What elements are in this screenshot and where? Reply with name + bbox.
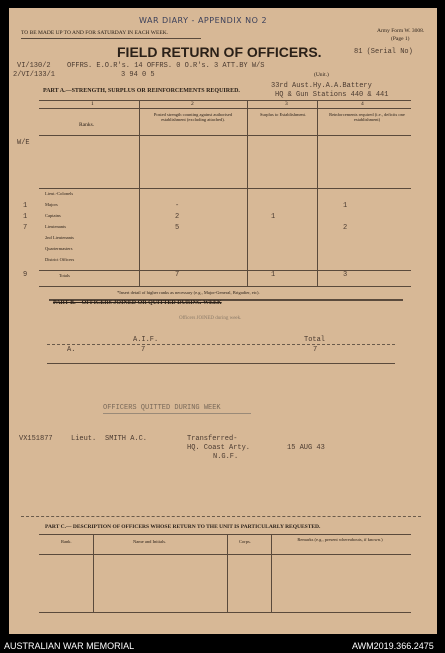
- rank-lieutenants: Lieutenants: [45, 224, 66, 229]
- page-title: FIELD RETURN OF OFFICERS.: [117, 44, 322, 60]
- left-code-1: VI/130/2: [17, 62, 51, 70]
- quitted-to: HQ. Coast Arty.: [187, 444, 251, 452]
- part-a-heading: PART A.—STRENGTH, SURPLUS OR REINFORCEMENTS REQUIRED.: [43, 88, 240, 94]
- strength-row-1: OFFRS. E.O.R's. 14 OFFRS. 0 O.R's. 3 ATT.BY W/S: [67, 62, 265, 70]
- total-value: 7: [313, 346, 318, 354]
- total-surplus: 1: [271, 271, 276, 279]
- document-sheet: [9, 8, 437, 634]
- margin-value-majors: 1: [23, 202, 28, 210]
- totals-margin: 9: [23, 271, 28, 279]
- totals-label: Totals: [59, 273, 70, 278]
- unit-label: (Unit.): [314, 72, 329, 78]
- rank-quartermasters: Quartermasters: [45, 246, 73, 251]
- margin-value-captains: 1: [23, 213, 28, 221]
- reinforcements-majors: 1: [343, 202, 348, 210]
- part-c-col-corps: Corps.: [239, 539, 251, 544]
- col-header-reinforcements: Reinforcements required (i.e., deficits one establishment): [329, 112, 405, 122]
- strength-row-2: 3 94 0 5: [121, 71, 155, 79]
- part-b-heading: PART B.—OFFICERS JOINED OR QUITTED DURING WEEK: [53, 300, 222, 306]
- part-c-col-rank: Rank.: [61, 539, 72, 544]
- part-c-col-remarks: Remarks (e.g., present whereabouts, if known.): [297, 537, 383, 542]
- quitted-number: VX151877: [19, 435, 53, 443]
- part-c-heading: PART C.— DESCRIPTION OF OFFICERS WHOSE RETURN TO THE UNIT IS PARTICULARLY REQUESTED.: [45, 524, 321, 530]
- col-header-posted: Posted strength counting against authorised establishment (excluding attached).: [153, 112, 233, 122]
- handwritten-title: WAR DIARY - APPENDIX NO 2: [139, 16, 268, 25]
- page-number: (Page 1): [391, 36, 410, 42]
- margin-value-lieutenants: 7: [23, 224, 28, 232]
- margin-note: W/E: [17, 139, 30, 147]
- quitted-name: SMITH A.C.: [105, 435, 148, 443]
- part-c-col-name: Name and Initials.: [133, 539, 167, 544]
- rank-lieut-colonels: Lieut.-Colonels: [45, 191, 74, 196]
- col-number-4: 4: [361, 101, 364, 107]
- reinforcements-lieutenants: 2: [343, 224, 348, 232]
- serial-number: 81 (Serial No): [354, 48, 413, 56]
- posted-majors: -: [175, 202, 180, 210]
- a-value: 7: [141, 346, 146, 354]
- unit-name: 33rd Aust.Hy.A.A.Battery: [271, 82, 372, 90]
- total-label: Total: [304, 336, 326, 344]
- footer-right: AWM2019.366.2475: [352, 641, 434, 651]
- footer-left: AUSTRALIAN WAR MEMORIAL: [4, 641, 135, 651]
- a-label: A.: [67, 346, 76, 354]
- posted-lieutenants: 5: [175, 224, 180, 232]
- quitted-rank: Lieut.: [71, 435, 97, 443]
- rank-captains: Captains: [45, 213, 61, 218]
- rank-majors: Majors: [45, 202, 58, 207]
- col-number-3: 3: [285, 101, 288, 107]
- total-reinforcements: 3: [343, 271, 348, 279]
- col-number-1: 1: [91, 101, 94, 107]
- total-posted: 7: [175, 271, 180, 279]
- left-code-2: 2/VI/133/1: [13, 71, 56, 79]
- surplus-captains: 1: [271, 213, 276, 221]
- quitted-date: 15 AUG 43: [287, 444, 325, 452]
- quitted-heading: OFFICERS QUITTED DURING WEEK: [103, 404, 221, 412]
- col-header-surplus: Surplus to Establishment.: [259, 112, 307, 117]
- rank-2nd-lieutenants: 2nd Lieutenants: [45, 235, 74, 240]
- aif-label: A.I.F.: [133, 336, 159, 344]
- faded-line: Officers JOINED during week.: [179, 316, 242, 321]
- posted-captains: 2: [175, 213, 180, 221]
- form-reference: Army Form W. 3008.: [377, 28, 425, 34]
- unit-sub: HQ & Gun Stations 440 & 441: [275, 91, 389, 99]
- col-header-ranks: Ranks.: [79, 122, 95, 128]
- quitted-to-2: N.G.F.: [213, 453, 239, 461]
- rank-district-officers: District Officers: [45, 257, 75, 262]
- part-a-footnote: *Insert detail of higher ranks as necessary (e.g., Major-General, Brigadier, etc).: [117, 290, 260, 295]
- archive-footer: [0, 640, 445, 653]
- quitted-action: Transferred-: [187, 435, 238, 443]
- top-note: TO BE MADE UP TO AND FOR SATURDAY IN EACH WEEK.: [21, 30, 169, 36]
- col-number-2: 2: [191, 101, 194, 107]
